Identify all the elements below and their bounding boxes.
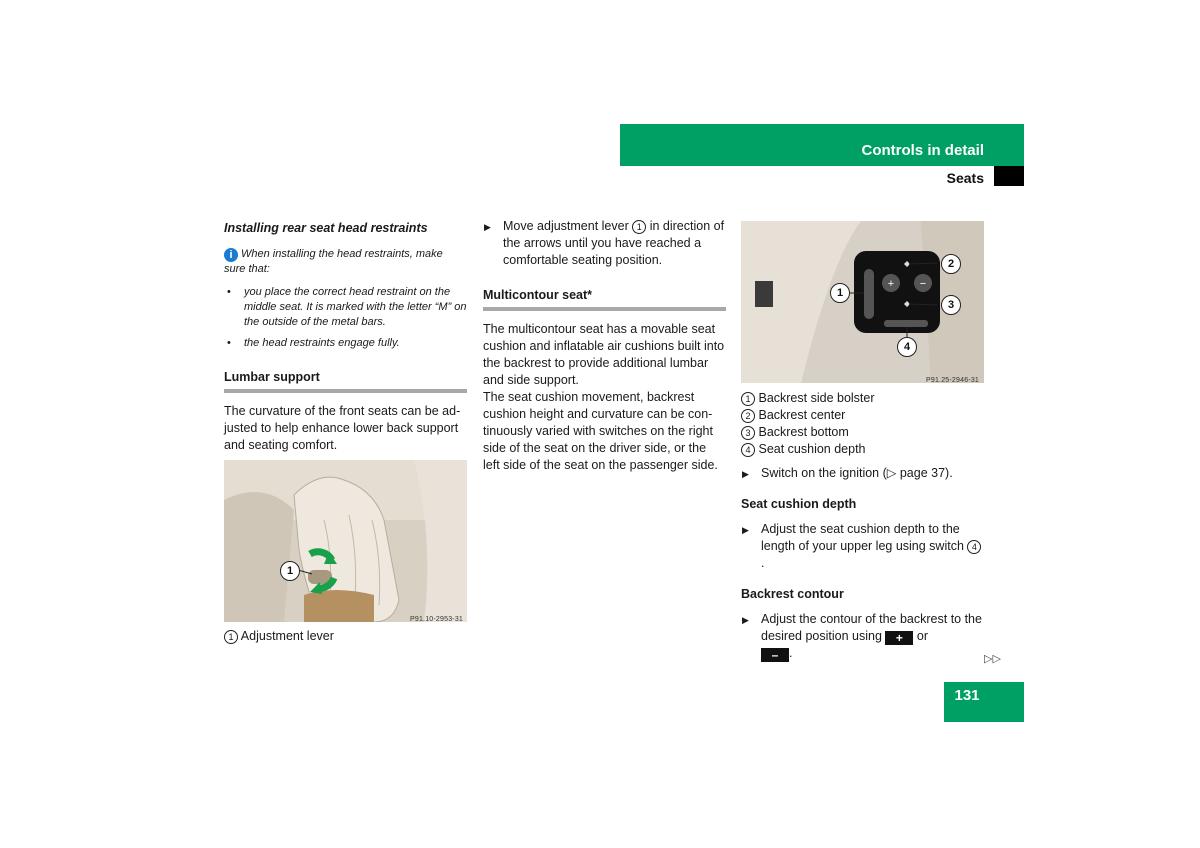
note-bullet-1: • you place the correct head restraint on the middle seat. It is marked with the letter “M” on the outside of the metal bars. [224, 285, 467, 330]
callout-4: 4 [897, 337, 917, 357]
seat-cushion-heading: Seat cushion depth [741, 497, 857, 511]
caption-text: Adjustment lever [240, 629, 334, 643]
section-title: Seats [946, 170, 984, 186]
callout-1: 1 [280, 561, 300, 581]
callout-1: 1 [830, 283, 850, 303]
legend-number: 4 [741, 443, 755, 457]
step-text-end: . [789, 646, 793, 660]
legend-text: Backrest center [758, 408, 846, 422]
column-right [741, 218, 984, 662]
page-number: 131 [954, 687, 980, 704]
seat-lumbar-illustration [224, 460, 467, 622]
legend-item [741, 424, 984, 441]
step-ref-number: 1 [632, 220, 646, 234]
lumbar-text: The curvature of the front seats can be adjusted to help enhance lower back support and seating comfort. [224, 404, 461, 452]
minus-button-icon: – [761, 648, 789, 662]
legend-text: Seat cushion depth [758, 442, 866, 456]
step-text-or: or [913, 629, 928, 643]
lumbar-figure [224, 460, 467, 622]
callout-3: 3 [941, 295, 961, 315]
step-text-a: Move adjustment lever [503, 219, 633, 233]
step-backrest-contour [741, 611, 984, 662]
info-note [224, 247, 467, 277]
rear-head-restraints-heading: Installing rear seat head restraints [224, 221, 428, 235]
multicontour-paragraph-2: The seat cushion movement, backrest cushion height and curvature can be continuously varied with switches on the right side of the seat on the driver side, or the left side of the seat on the passenger side. [483, 390, 718, 472]
step-text-a: Adjust the contour of the backrest to the desired position using [761, 612, 982, 643]
figure-legend [741, 390, 984, 458]
step-text-b: in direction of the arrows until you have reached a comfortable seating position. [503, 219, 725, 267]
info-icon: i [224, 248, 238, 262]
legend-number: 1 [741, 392, 755, 406]
legend-item [741, 407, 984, 424]
column-middle [483, 218, 726, 474]
step-text-a: Adjust the seat cushion depth to the length of your upper leg using switch [761, 522, 968, 553]
legend-item [741, 390, 984, 407]
chapter-title: Controls in detail [861, 142, 984, 159]
column-left [224, 218, 467, 645]
switch-figure [741, 221, 984, 383]
multicontour-heading: Multicontour seat* [483, 287, 726, 311]
note-bullet-2: • the head restraints engage fully. [224, 336, 467, 351]
lumbar-heading: Lumbar support [224, 369, 467, 393]
info-note-text: When installing the head restraints, make sure that: [224, 248, 443, 275]
plus-button-icon: + [885, 631, 913, 645]
step-text-b: . [761, 556, 765, 570]
figure-code: P91.25-2946-31 [926, 377, 980, 383]
figure-caption [224, 628, 467, 645]
legend-item [741, 441, 984, 458]
continued-marker: ▷▷ [984, 653, 1001, 665]
step-ref-number: 4 [967, 540, 981, 554]
legend-number: 2 [741, 409, 755, 423]
step-move-lever [483, 218, 726, 269]
multicontour-paragraph-1: The multicontour seat has a movable seat cushion and inflatable air cushions built into the backrest to provide additional lumbar and side support. [483, 322, 725, 387]
backrest-contour-heading: Backrest contour [741, 587, 844, 601]
svg-text:−: − [919, 278, 927, 290]
step-ignition: ▶ Switch on the ignition (▷ page 37). [741, 465, 984, 482]
figure-code: P91.10-2953-31 [410, 616, 464, 622]
legend-text: Backrest side bolster [758, 391, 875, 405]
caption-number: 1 [224, 630, 238, 644]
section-marker [994, 166, 1024, 186]
step-cushion-depth [741, 521, 984, 572]
svg-text:+: + [887, 278, 895, 290]
callout-2: 2 [941, 254, 961, 274]
legend-number: 3 [741, 426, 755, 440]
legend-text: Backrest bottom [758, 425, 849, 439]
